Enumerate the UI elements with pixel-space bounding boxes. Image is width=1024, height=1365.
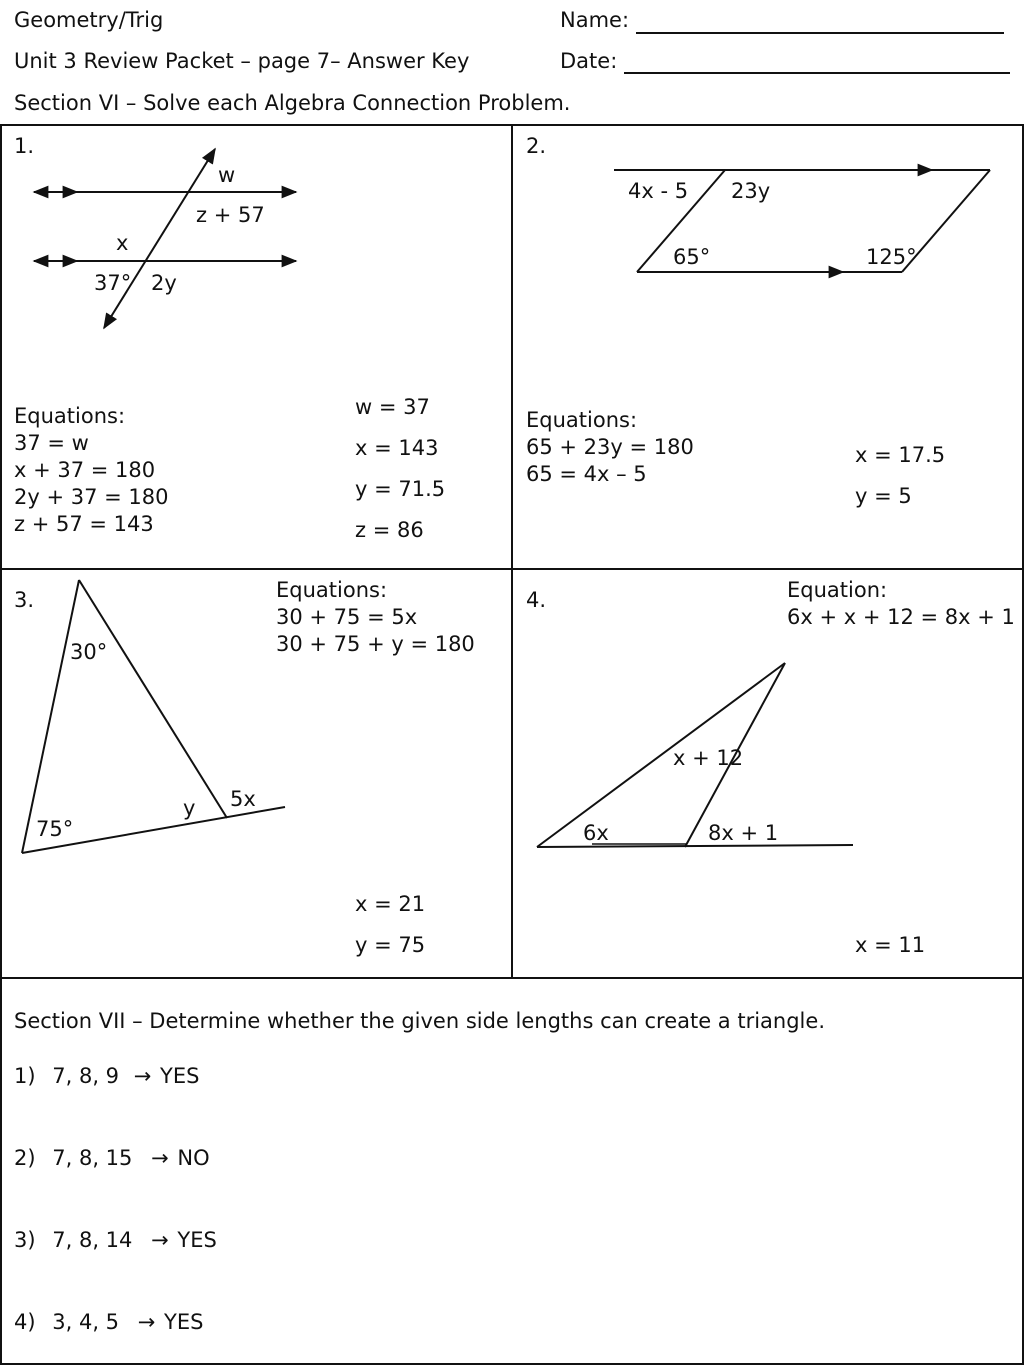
base-extended: [537, 845, 853, 847]
equations-label: Equations:: [526, 408, 638, 432]
label-4x-minus-5: 4x - 5: [628, 179, 689, 203]
triangle-check-item: [14, 1312, 203, 1333]
side-lengths: 7, 8, 9: [52, 1064, 120, 1088]
side-lengths: 7, 8, 14: [52, 1228, 133, 1252]
equation-label: Equation:: [787, 578, 888, 602]
arrow-icon: →: [151, 1146, 169, 1170]
item-number: 4): [14, 1310, 36, 1334]
triangle-check-item: [14, 1148, 210, 1169]
equation-3: 2y + 37 = 180: [14, 485, 169, 509]
label-w: w: [218, 163, 236, 187]
label-6x: 6x: [583, 821, 609, 845]
equation-4: z + 57 = 143: [14, 512, 154, 536]
equation-1: 30 + 75 = 5x: [276, 605, 418, 629]
problem-number: 1.: [14, 134, 35, 158]
side-lengths: 7, 8, 15: [52, 1146, 133, 1170]
answer-y: y = 75: [355, 933, 426, 957]
answer: YES: [177, 1228, 217, 1252]
problem-number: 4.: [526, 588, 547, 612]
section7-title: Section VII – Determine whether the given side lengths can create a triangle.: [14, 1009, 825, 1033]
equations-label: Equations:: [14, 404, 126, 428]
answer-y: y = 5: [855, 484, 912, 508]
side-lengths: 3, 4, 5: [52, 1310, 120, 1334]
label-75-degrees: 75°: [36, 817, 74, 841]
label-2y: 2y: [151, 271, 177, 295]
course-title: Geometry/Trig: [14, 8, 164, 32]
item-number: 2): [14, 1146, 36, 1170]
section6-title: Section VI – Solve each Algebra Connection Problem.: [14, 91, 571, 115]
answer-x: x = 143: [355, 436, 439, 460]
label-23y: 23y: [731, 179, 771, 203]
packet-subtitle: Unit 3 Review Packet – page 7– Answer Key: [14, 49, 470, 73]
label-8x-plus-1: 8x + 1: [708, 821, 779, 845]
date-label: Date:: [560, 49, 618, 73]
item-number: 1): [14, 1064, 36, 1088]
arrow-icon: →: [133, 1064, 152, 1088]
left-side: [537, 663, 785, 847]
triangle-check-item: [14, 1066, 199, 1087]
label-125-degrees: 125°: [866, 245, 917, 269]
answer-y: y = 71.5: [355, 477, 446, 501]
item-number: 3): [14, 1228, 36, 1252]
label-x-plus-12: x + 12: [673, 746, 744, 770]
name-label: Name:: [560, 8, 630, 32]
equations-label: Equations:: [276, 578, 388, 602]
answer: YES: [164, 1310, 204, 1334]
arrow-icon: →: [137, 1310, 156, 1334]
label-65-degrees: 65°: [673, 245, 711, 269]
answer-x: x = 17.5: [855, 443, 946, 467]
equation-2: 65 = 4x – 5: [526, 462, 647, 486]
answer-w: w = 37: [355, 395, 430, 419]
label-37-degrees: 37°: [94, 271, 132, 295]
label-y: y: [183, 796, 196, 820]
equation-1: 37 = w: [14, 431, 89, 455]
label-z-plus-57: z + 57: [196, 203, 265, 227]
problem-number: 2.: [526, 134, 547, 158]
problem-number: 3.: [14, 588, 35, 612]
label-x: x: [116, 231, 129, 255]
triangle-check-item: [14, 1230, 217, 1251]
equation-2: 30 + 75 + y = 180: [276, 632, 475, 656]
answer: NO: [177, 1146, 210, 1170]
equation-1: 6x + x + 12 = 8x + 1: [787, 605, 1015, 629]
answer: YES: [160, 1064, 200, 1088]
label-5x: 5x: [230, 787, 256, 811]
equation-1: 65 + 23y = 180: [526, 435, 694, 459]
answer-x: x = 11: [855, 933, 926, 957]
answer-z: z = 86: [355, 518, 424, 542]
answer-x: x = 21: [355, 892, 426, 916]
equation-2: x + 37 = 180: [14, 458, 156, 482]
arrow-icon: →: [151, 1228, 169, 1252]
label-30-degrees: 30°: [70, 640, 108, 664]
